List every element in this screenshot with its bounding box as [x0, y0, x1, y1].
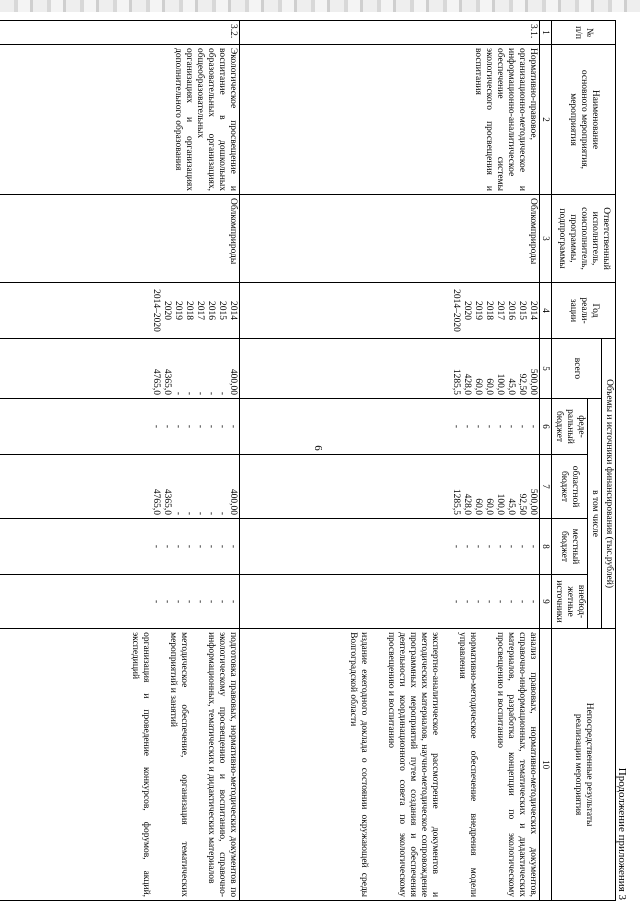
col-number: 10 [540, 629, 552, 901]
amount-value: 60,0 [484, 378, 494, 395]
col-number: 6 [540, 399, 552, 455]
amount-value: 400,00 [228, 488, 238, 515]
year-value: 2016 [206, 301, 216, 320]
col-header-offbudget: внебюд- жетные источники [552, 575, 588, 629]
amount-value: - [506, 424, 516, 429]
amount-value: 4365,0 [162, 488, 172, 515]
result-item: методическое обеспечение, организация тематических мероприятий и занятий [168, 632, 189, 898]
table-row [0, 21, 240, 901]
result-item: нормативно-методическое обеспечение внедрения модели управления [457, 632, 478, 898]
amount-value: 60,0 [484, 498, 494, 515]
year-value: 2014–2020 [451, 289, 461, 332]
amount-value: - [462, 544, 472, 549]
amount-value: - [206, 511, 216, 515]
amount-value: 1285,5 [451, 488, 461, 515]
header-row-1 [602, 21, 616, 901]
amount-value: - [184, 391, 194, 395]
col-header-incl: в том числе [588, 399, 602, 629]
col-header-federal: феде- ральный бюджет [552, 399, 588, 455]
col-header-name: Наименование основного мероприятия, мероприятия [552, 45, 616, 195]
col-number: 1 [540, 21, 552, 45]
amount-value: - [528, 544, 538, 549]
result-item: подготовка правовых, нормативно-методических документов по экологическому просвещению и воспитанию, справочно-информационных, тематических и дидактических материалов [206, 632, 238, 898]
amount-value: - [517, 424, 527, 429]
col-header-results: Непосредственные результаты реализации мероприятия [552, 629, 616, 901]
amount-value: - [473, 544, 483, 549]
funding-local-cell [0, 519, 240, 575]
amount-value: - [473, 424, 483, 429]
col-number: 5 [540, 339, 552, 399]
amount-value: - [228, 424, 238, 429]
year-value: 2015 [217, 301, 227, 320]
col-number: 9 [540, 575, 552, 629]
page-number: 6 [312, 445, 324, 451]
amount-value: - [195, 544, 205, 549]
rotated-table-area [68, 20, 628, 900]
amount-value: - [462, 599, 472, 604]
funding-federal-cell [240, 399, 540, 455]
year-value: 2020 [162, 301, 172, 320]
amount-value: - [173, 599, 183, 604]
amount-value: 1285,5 [451, 368, 461, 395]
amount-value: - [217, 544, 227, 549]
amount-value: 4365,0 [162, 368, 172, 395]
amount-value: - [462, 424, 472, 429]
year-value: 2015 [517, 301, 527, 320]
amount-value: - [228, 599, 238, 604]
amount-value: - [206, 544, 216, 549]
row-number: 3.2. [0, 21, 240, 45]
amount-value: - [217, 424, 227, 429]
col-header-total: всего [552, 339, 602, 399]
amount-value: - [473, 599, 483, 604]
activity-name: Нормативно-правовое, организационно-методическое и информационно-аналитическое обеспечение системы экологического просвещения и воспитания [240, 45, 540, 195]
amount-value: 60,0 [473, 498, 483, 515]
amount-value: - [151, 544, 161, 549]
year-value: 2019 [173, 301, 183, 320]
program-table [0, 20, 616, 901]
result-item: издание ежегодного доклада о состоянии окружающей среды Волгоградской области [348, 632, 369, 898]
col-header-executor: Ответственный исполнитель, соисполнитель, программы, подпрограммы [552, 195, 616, 283]
col-number: 3 [540, 195, 552, 283]
amount-value: - [184, 424, 194, 429]
scan-artifact-strip [0, 0, 640, 12]
results-cell [0, 629, 240, 901]
amount-value: - [173, 544, 183, 549]
col-number: 4 [540, 283, 552, 339]
amount-value: - [495, 599, 505, 604]
amount-value: - [484, 544, 494, 549]
amount-value: - [495, 544, 505, 549]
amount-value: - [517, 544, 527, 549]
amount-value: - [206, 599, 216, 604]
result-item: организация и проведение конкурсов, форумов, акций, экспедиций [130, 632, 151, 898]
amount-value: - [206, 424, 216, 429]
col-header-year: Год реали- зации [552, 283, 616, 339]
amount-value: 500,00 [528, 488, 538, 515]
year-value: 2014–2020 [151, 289, 161, 332]
amount-value: - [195, 599, 205, 604]
amount-value: 92,50 [517, 373, 527, 395]
table-body [0, 21, 540, 901]
amount-value: - [195, 391, 205, 395]
amount-value: - [162, 544, 172, 549]
amount-value: - [184, 511, 194, 515]
col-header-local: местный бюджет [552, 519, 588, 575]
amount-value: 45,0 [506, 378, 516, 395]
year-value: 2017 [195, 301, 205, 320]
amount-value: - [528, 599, 538, 604]
amount-value: - [217, 391, 227, 395]
year-value: 2018 [484, 301, 494, 320]
amount-value: 60,0 [473, 378, 483, 395]
year-value: 2014 [528, 301, 538, 320]
amount-value: - [195, 511, 205, 515]
col-number: 2 [540, 45, 552, 195]
amount-value: - [495, 424, 505, 429]
amount-value: - [217, 599, 227, 604]
amount-value: - [528, 424, 538, 429]
year-value: 2019 [473, 301, 483, 320]
year-value: 2016 [506, 301, 516, 320]
funding-total-cell [240, 339, 540, 399]
result-item: анализ правовых, нормативно-методических документов, справочно-информационных, тематических и дидактических материалов, разработка концепции по экологическому просвещению и воспитанию [495, 632, 538, 898]
col-header-regional: областной бюджет [552, 455, 588, 519]
funding-offbudget-cell [240, 575, 540, 629]
funding-local-cell [240, 519, 540, 575]
funding-regional-cell [240, 455, 540, 519]
amount-value: - [484, 424, 494, 429]
amount-value: - [217, 511, 227, 515]
amount-value: 4765,0 [151, 488, 161, 515]
amount-value: 100,0 [495, 493, 505, 515]
results-cell [240, 629, 540, 901]
column-number-row [540, 21, 552, 901]
funding-total-cell [0, 339, 240, 399]
amount-value: 45,0 [506, 498, 516, 515]
amount-value: - [151, 599, 161, 604]
funding-offbudget-cell [0, 575, 240, 629]
amount-value: - [162, 424, 172, 429]
amount-value: 428,0 [462, 493, 472, 515]
amount-value: - [228, 544, 238, 549]
funding-years-cell [0, 283, 240, 339]
amount-value: 428,0 [462, 373, 472, 395]
result-item: экспертно-аналитическое рассмотрение документов и методических материалов, научно-методическое сопровождение программных мероприятий путем создания и обеспечения деятельности координационного совета по экологическому просвещению и воспитанию [386, 632, 440, 898]
year-value: 2017 [495, 301, 505, 320]
amount-value: - [506, 599, 516, 604]
year-value: 2018 [184, 301, 194, 320]
row-number: 3.1. [240, 21, 540, 45]
col-header-num: № п/п [552, 21, 616, 45]
amount-value: - [484, 599, 494, 604]
amount-value: - [151, 424, 161, 429]
amount-value: - [451, 544, 461, 549]
amount-value: 500,00 [528, 368, 538, 395]
amount-value: - [173, 511, 183, 515]
amount-value: - [173, 391, 183, 395]
amount-value: - [506, 544, 516, 549]
col-header-funding: Объемы и источники финансирования (тыс.рублей) [602, 339, 616, 629]
funding-years-cell [240, 283, 540, 339]
activity-name: Экологическое просвещение и воспитание в дошкольных образовательных организациях, общеобразовательных организациях и организациях дополнительного образования [0, 45, 240, 195]
amount-value: - [451, 599, 461, 604]
amount-value: - [162, 599, 172, 604]
amount-value: - [517, 599, 527, 604]
amount-value: - [451, 424, 461, 429]
amount-value: - [206, 391, 216, 395]
year-value: 2014 [228, 301, 238, 320]
executor-name: Облкомприроды [0, 195, 240, 283]
amount-value: 4765,0 [151, 368, 161, 395]
col-number: 7 [540, 455, 552, 519]
continuation-label: Продолжение приложения 3 [616, 767, 628, 900]
amount-value: 100,0 [495, 373, 505, 395]
col-number: 8 [540, 519, 552, 575]
amount-value: - [184, 544, 194, 549]
amount-value: - [195, 424, 205, 429]
funding-federal-cell [0, 399, 240, 455]
amount-value: - [173, 424, 183, 429]
amount-value: - [184, 599, 194, 604]
table-row [240, 21, 540, 901]
funding-regional-cell [0, 455, 240, 519]
amount-value: 400,00 [228, 368, 238, 395]
year-value: 2020 [462, 301, 472, 320]
amount-value: 92,50 [517, 493, 527, 515]
executor-name: Облкомприроды [240, 195, 540, 283]
